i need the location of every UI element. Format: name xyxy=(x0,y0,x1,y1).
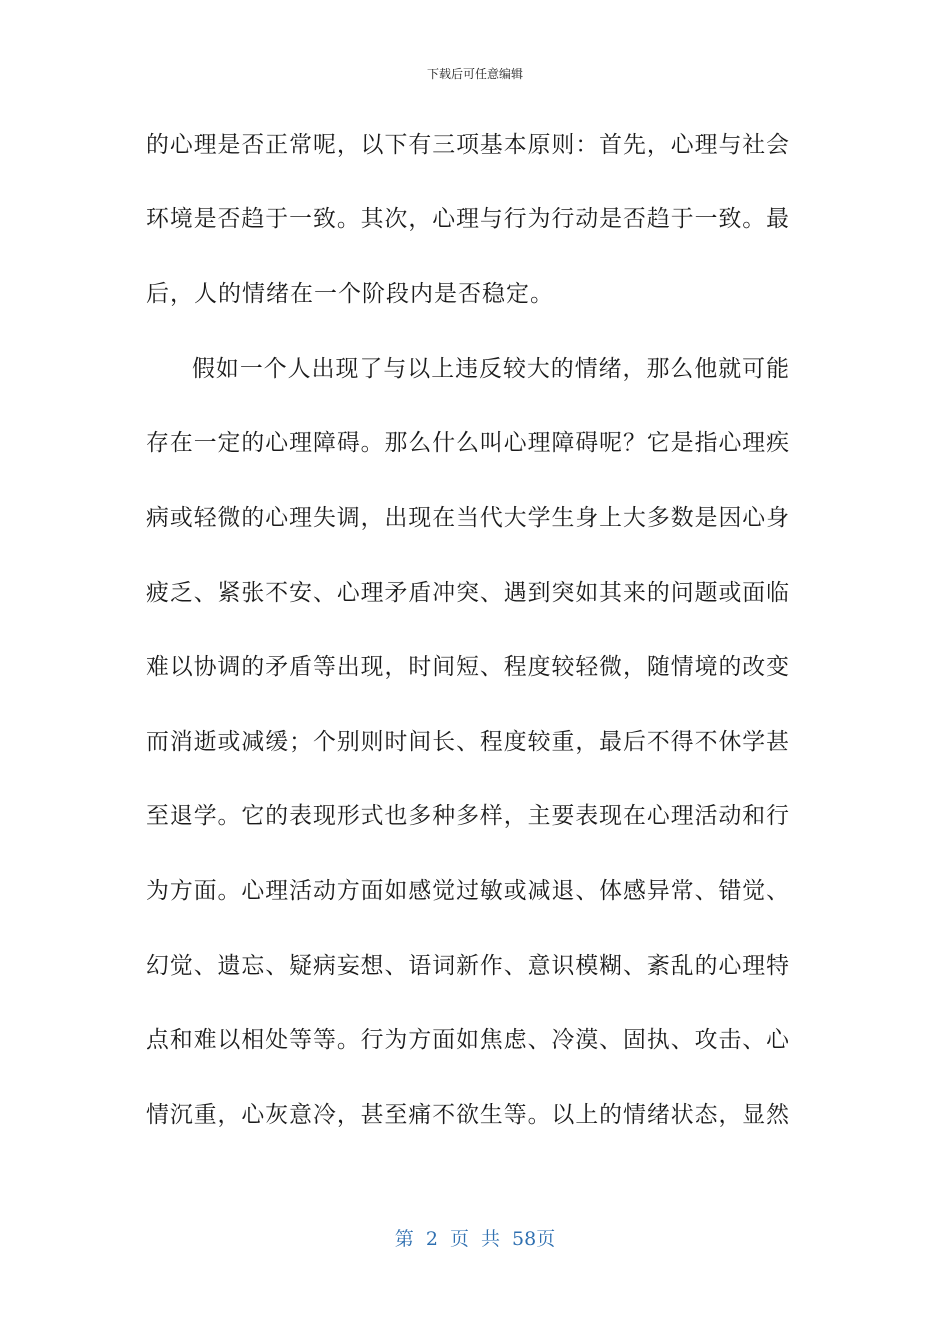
paragraph-line: 难以协调的矛盾等出现，时间短、程度较轻微，随情境的改变 xyxy=(146,654,790,680)
paragraph-line: 疲乏、紧张不安、心理矛盾冲突、遇到突如其来的问题或面临 xyxy=(146,580,790,606)
paragraph-line: 环境是否趋于一致。其次，心理与行为行动是否趋于一致。最 xyxy=(146,206,790,232)
paragraph-line: 而消逝或减缓；个别则时间长、程度较重，最后不得不休学甚 xyxy=(146,729,790,755)
paragraph-line: 存在一定的心理障碍。那么什么叫心理障碍呢？它是指心理疾 xyxy=(146,430,790,456)
paragraph-line: 至退学。它的表现形式也多种多样，主要表现在心理活动和行 xyxy=(146,803,790,829)
paragraph-line: 后，人的情绪在一个阶段内是否稳定。 xyxy=(146,281,554,307)
page-number-footer: 第 2 页 共 58页 xyxy=(394,1228,556,1250)
paragraph-line: 情沉重，心灰意冷，甚至痛不欲生等。以上的情绪状态，显然 xyxy=(146,1102,790,1128)
paragraph-line: 假如一个人出现了与以上违反较大的情绪，那么他就可能 xyxy=(192,356,790,382)
paragraph-line: 为方面。心理活动方面如感觉过敏或减退、体感异常、错觉、 xyxy=(146,878,790,904)
paragraph-line: 的心理是否正常呢，以下有三项基本原则：首先，心理与社会 xyxy=(146,132,790,158)
paragraph-line: 病或轻微的心理失调，出现在当代大学生身上大多数是因心身 xyxy=(146,505,790,531)
paragraph-line: 幻觉、遗忘、疑病妄想、语词新作、意识模糊、紊乱的心理特 xyxy=(146,953,790,979)
page-header: 下载后可任意编辑 xyxy=(426,67,523,81)
paragraph-line: 点和难以相处等等。行为方面如焦虑、冷漠、固执、攻击、心 xyxy=(146,1027,790,1053)
